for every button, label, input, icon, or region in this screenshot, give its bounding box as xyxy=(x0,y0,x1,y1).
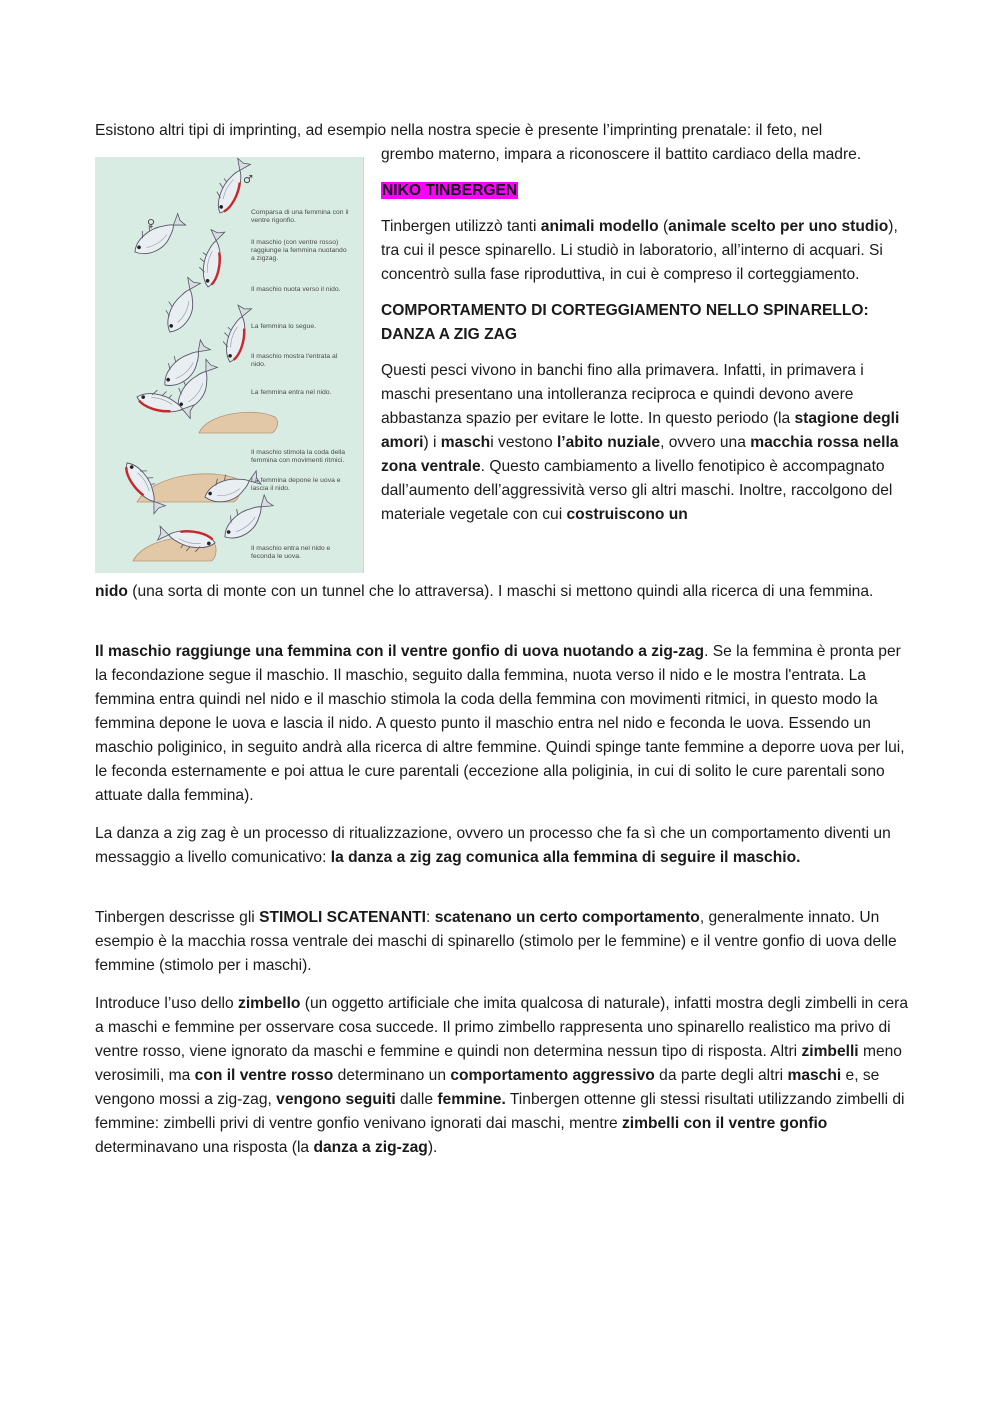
paragraph-male-courtship: Il maschio raggiunge una femmina con il ventre gonfio di uova nuotando a zig-zag. Se la femmina è pronta per la fecondazione segue il maschio. Il maschio, seguito dalla femmina, nuota verso il nido e le mostra l'entrata. La femmina entra quindi nel nido e il maschio stimola la coda della femmina con movimenti ritmici, in questo modo la femmina depone le uova e lascia il nido. A questo punto il maschio entra nel nido e feconda le uova. Essendo un maschio poliginico, in seguito andrà alla ricerca di altre femmine. Quindi spinge tante femmine a deporre uova per lui, le feconda esternamente e poi attua le cure parentali (eccezione alla poliginia, in cui di solito le cure parentali sono attuate dalla femmina). xyxy=(95,643,905,804)
figure-caption-7: Il maschio stimola la coda della femmina con movimenti ritmici. xyxy=(251,449,346,464)
male-fish-1 xyxy=(208,157,251,216)
intro-paragraph xyxy=(95,119,915,143)
stickleback-courtship-figure xyxy=(95,157,364,573)
highlighted-heading: NIKO TINBERGEN xyxy=(382,182,518,199)
male-fish-2 xyxy=(195,229,226,289)
male-symbol: ♂ xyxy=(243,173,253,186)
paragraph-zigzag-dance: La danza a zig zag è un processo di ritualizzazione, ovvero un processo che fa sì che un comportamento diventi un messaggio a livello comunicativo: la danza a zig zag comunica alla femmina di seguire il maschio. xyxy=(95,825,891,866)
female-symbol: ♀ xyxy=(147,217,156,230)
figure-caption-9: Il maschio entra nel nido e feconda le uova. xyxy=(251,545,331,560)
female-fish-1 xyxy=(127,208,188,262)
figure-caption-4: La femmina lo segue. xyxy=(251,323,316,330)
right-column xyxy=(381,143,916,527)
figure-caption-6: La femmina entra nel nido. xyxy=(251,389,332,396)
nest-1 xyxy=(199,412,278,433)
intro-line: Esistono altri tipi di imprinting, ad esempio nella nostra specie è presente l’imprinting prenatale: il feto, nel xyxy=(95,122,823,139)
intro-line-2: grembo materno, impara a riconoscere il battito cardiaco della madre. xyxy=(381,146,862,163)
female-fish-2 xyxy=(157,274,204,336)
paragraph-fish: Questi pesci vivono in banchi fino alla primavera. Infatti, in primavera i maschi presentano una intolleranza reciproca e quindi devono avere abbastanza spazio per evitare le lotte. In questo periodo (la stagione degli amori) i maschi vestono l’abito nuziale, ovvero una macchia rossa nella zona ventrale. Questo cambiamento a livello fenotipico è accompagnato dall’aumento dell’aggressività verso gli altri maschi. Inoltre, raccolgono del materiale vegetale con cui costruiscono un xyxy=(381,362,900,523)
paragraph-zimbello: Introduce l’uso dello zimbello (un oggetto artificiale che imita qualcosa di naturale), infatti mostra degli zimbelli in cera a maschi e femmine per osservare cosa succede. Il primo zimbello rappresenta uno spinarello realistico ma privo di ventre rosso, viene ignorato da maschi e femmine e quindi non determina nessun tipo di risposta. Altri zimbelli meno verosimili, ma con il ventre rosso determinano un comportamento aggressivo da parte degli altri maschi e, se vengono mossi a zig-zag, vengono seguiti dalle femmine. Tinbergen ottenne gli stessi risultati utilizzando zimbelli di femmine: zimbelli privi di ventre gonfio venivano ignorati dai maschi, mentre zimbelli con il ventre gonfio determinavano una risposta (la danza a zig-zag). xyxy=(95,995,909,1156)
heading-courtship: COMPORTAMENTO DI CORTEGGIAMENTO NELLO SPINARELLO: DANZA A ZIG ZAG xyxy=(381,302,869,343)
figure-caption-5: Il maschio mostra l'entrata al nido. xyxy=(251,353,338,368)
heading-niko-tinbergen xyxy=(381,179,916,203)
paragraph-fish-continued: nido (una sorta di monte con un tunnel che lo attraversa). I maschi si mettono quindi alla ricerca di una femmina. xyxy=(95,583,874,600)
figure-caption-2: Il maschio (con ventre rosso) raggiunge la femmina nuotando a zigzag. xyxy=(251,239,347,262)
figure-caption-1: Comparsa di una femmina con il ventre rigonfio. xyxy=(251,209,349,224)
paragraph-stimuli: Tinbergen descrisse gli STIMOLI SCATENANTI: scatenano un certo comportamento, generalmente innato. Un esempio è la macchia rossa ventrale dei maschi di spinarello (stimolo per le femmine) e il ventre gonfio di uova delle femmine (stimolo per i maschi). xyxy=(95,909,897,974)
male-fish-3 xyxy=(217,304,252,364)
figure-caption-3: Il maschio nuota verso il nido. xyxy=(251,286,341,293)
paragraph-tinbergen: Tinbergen utilizzò tanti animali modello (animale scelto per uno studio), tra cui il pesce spinarello. Li studiò in laboratorio, all’interno di acquari. Si concentrò sulla fase riproduttiva, in cui è compreso il corteggiamento. xyxy=(381,218,898,283)
figure-caption-8: La femmina depone le uova e lascia il nido. xyxy=(251,477,341,492)
